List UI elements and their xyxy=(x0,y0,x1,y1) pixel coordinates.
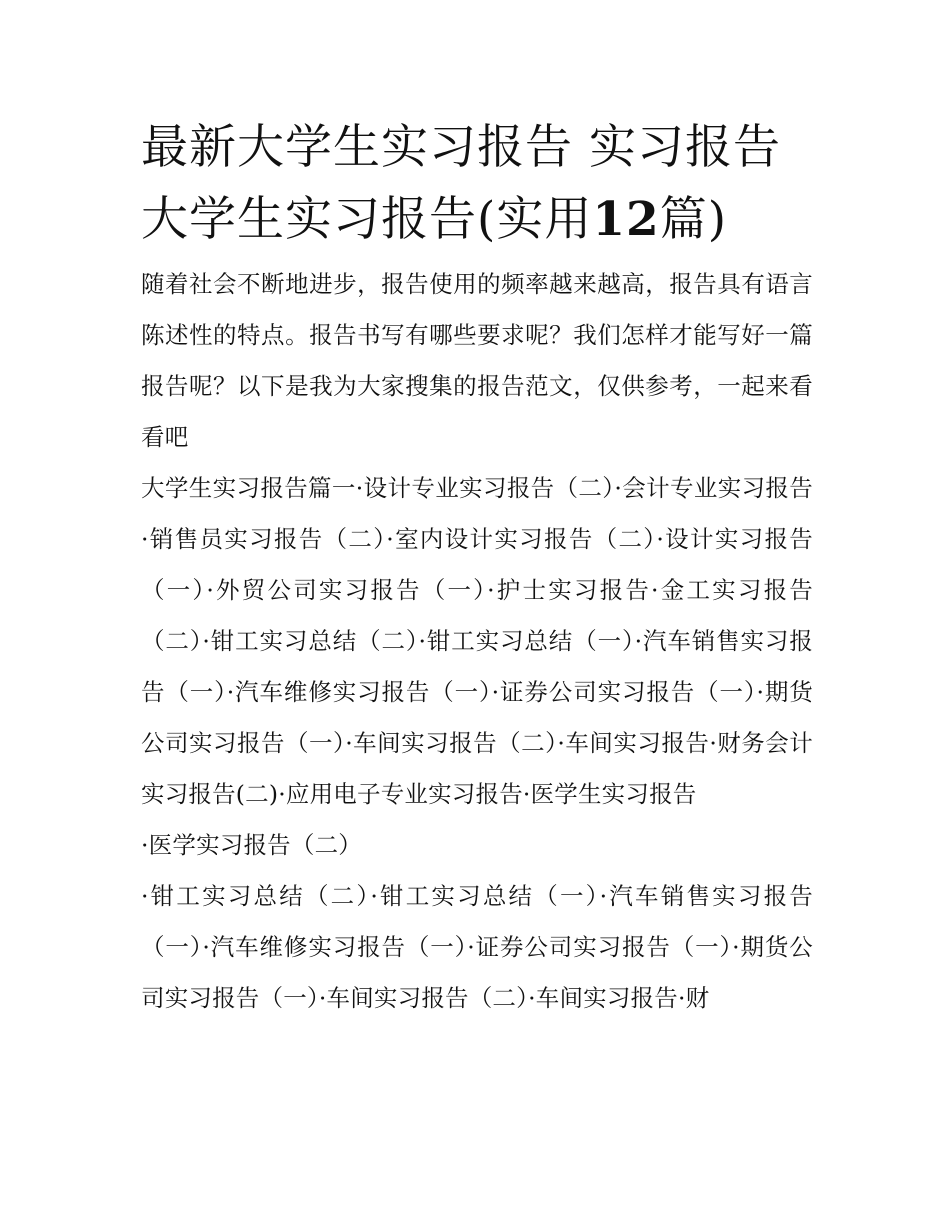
contents-item: ·医学实习报告（二） xyxy=(141,831,362,859)
document-title xyxy=(141,112,813,256)
contents-paragraph-continued: ·钳工实习总结（二）·钳工实习总结（一）·汽车销售实习报告（一）·汽车维修实习报告（一）·证券公司实习报告（一）·期货公司实习报告（一）·车间实习报告（二）·车间实习报告·财 xyxy=(141,882,813,1012)
title-number: 12 xyxy=(592,192,660,247)
contents-paragraph: 大学生实习报告篇一·设计专业实习报告（二）·会计专业实习报告·销售员实习报告（二）·室内设计实习报告（二）·设计实习报告（一）·外贸公司实习报告（一）·护士实习报告·金工实习报告（二）·钳工实习总结（二）·钳工实习总结（一）·汽车销售实习报告（一）·汽车维修实习报告（一）·证券公司实习报告（一）·期货公司实习报告（一）·车间实习报告（二）·车间实习报告·财务会计实习报告(二)·应用电子专业实习报告·医学生实习报告 xyxy=(141,474,813,808)
intro-paragraph: 随着社会不断地进步，报告使用的频率越来越高，报告具有语言陈述性的特点。报告书写有哪些要求呢？我们怎样才能写好一篇报告呢？以下是我为大家搜集的报告范文，仅供参考，一起来看看吧 xyxy=(141,270,813,451)
document-page xyxy=(141,112,813,1024)
title-text: 最新大学生实习报告 实习报告大学生实习报告(实用 xyxy=(141,120,781,247)
title-suffix: 篇) xyxy=(659,192,728,247)
